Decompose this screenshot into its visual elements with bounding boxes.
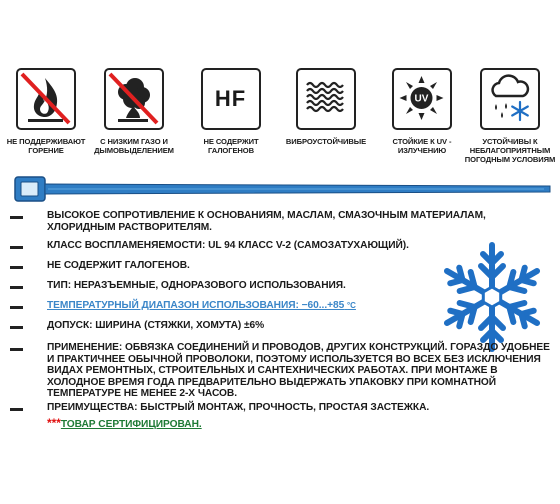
no-fire-icon (16, 68, 76, 130)
bullet-text: ВЫСОКОЕ СОПРОТИВЛЕНИЕ К ОСНОВАНИЯМ, МАСЛАМ, СМАЗОЧНЫМ МАТЕРИАЛАМ, ХЛОРИДНЫМ РАСТВОРИТЕЛЯМ. (47, 210, 486, 233)
cable-tie-image (14, 176, 554, 202)
bullet-dash (10, 326, 23, 329)
feature-weather-resistant (464, 68, 556, 164)
feature-caption: НЕ СОДЕРЖИТ ГАЛОГЕНОВ (203, 137, 259, 155)
feature-low-smoke (88, 68, 180, 155)
hf-label: HF (214, 86, 247, 111)
feature-no-burning (0, 68, 92, 155)
bullet-dash (10, 216, 23, 219)
vibration-icon (296, 68, 356, 130)
feature-icons-row (0, 68, 560, 176)
uv-sun-icon (392, 68, 452, 130)
feature-uv-resistant (376, 68, 468, 155)
asterisks: *** (47, 416, 61, 430)
feature-caption: УСТОЙЧИВЫ К НЕБЛАГОПРИЯТНЫМ ПОГОДНЫМ УСЛОВИЯМ (464, 137, 556, 164)
snowflake-icon (436, 238, 548, 356)
temp-unit: °С (347, 301, 356, 310)
certification-text: ТОВАР СЕРТИФИЦИРОВАН. (60, 419, 202, 430)
bullet-text: ПРИМЕНЕНИЕ: ОБВЯЗКА СОЕДИНЕНИЙ И ПРОВОДОВ, ДРУГИХ КОНСТРУКЦИЙ. ГОРАЗДО УДОБНЕЕ И ПРАКТИЧНЕЕ ОБЫЧНОЙ ПРОВОЛОКИ, ПОЭТОМУ ИСПОЛЬЗУЕТСЯ ВО ВСЕХ БЕЗ ИСКЛЮЧЕНИЯ ВИДАХ РЕМОНТНЫХ, СТРОИТЕЛЬНЫХ И САНТЕХНИЧЕСКИХ РАБОТАХ. ПРИ МОНТАЖЕ В ХОЛОДНОЕ ВРЕМЯ ГОДА ПРЕДВАРИТЕЛЬНО ВЫДЕРЖАТЬ УПАКОВКУ ПРИ КОМНАТНОЙ ТЕМПЕРАТУРЕ НЕ МЕНЕЕ 2-Х ЧАСОВ. (47, 342, 550, 400)
feature-caption: СТОЙКИЕ К UV - ИЗЛУЧЕНИЮ (392, 137, 452, 155)
feature-halogen-free (185, 68, 277, 155)
weather-icon (480, 68, 540, 130)
feature-vibration (280, 68, 372, 146)
bullet-dash (10, 266, 23, 269)
bullet-text: ДОПУСК: ШИРИНА (СТЯЖКИ, ХОМУТА) ±6% (47, 320, 265, 331)
feature-caption: С НИЗКИМ ГАЗО И ДЫМОВЫДЕЛЕНИЕМ (94, 137, 174, 155)
temperature-range-text: ТЕМПЕРАТУРНЫЙ ДИАПАЗОН ИСПОЛЬЗОВАНИЯ: −60...+85 $^{^\circ С}$ (47, 300, 356, 311)
bullet-dash (10, 306, 23, 309)
no-smoke-icon (104, 68, 164, 130)
bullet-dash (10, 408, 23, 411)
feature-caption: ВИБРОУСТОЙЧИВЫЕ (285, 137, 367, 146)
bullet-text: ТИП: НЕРАЗЪЕМНЫЕ, ОДНОРАЗОВОГО ИСПОЛЬЗОВАНИЯ. (47, 280, 346, 291)
bullet-dash (10, 246, 23, 249)
bullet-text: КЛАСС ВОСПЛАМЕНЯЕМОСТИ: UL 94 КЛАСС V-2 (САМОЗАТУХАЮЩИЙ). (47, 240, 409, 251)
bullet-dash (10, 348, 23, 351)
halogen-free-icon (201, 68, 261, 130)
uv-label: UV (414, 93, 429, 105)
feature-caption: НЕ ПОДДЕРЖИВАЮТ ГОРЕНИЕ (6, 137, 86, 155)
bullet-dash (10, 286, 23, 289)
bullet-text: НЕ СОДЕРЖИТ ГАЛОГЕНОВ. (47, 260, 190, 271)
bullet-text: ПРЕИМУЩЕСТВА: БЫСТРЫЙ МОНТАЖ, ПРОЧНОСТЬ, ПРОСТАЯ ЗАСТЕЖКА. (47, 402, 430, 413)
